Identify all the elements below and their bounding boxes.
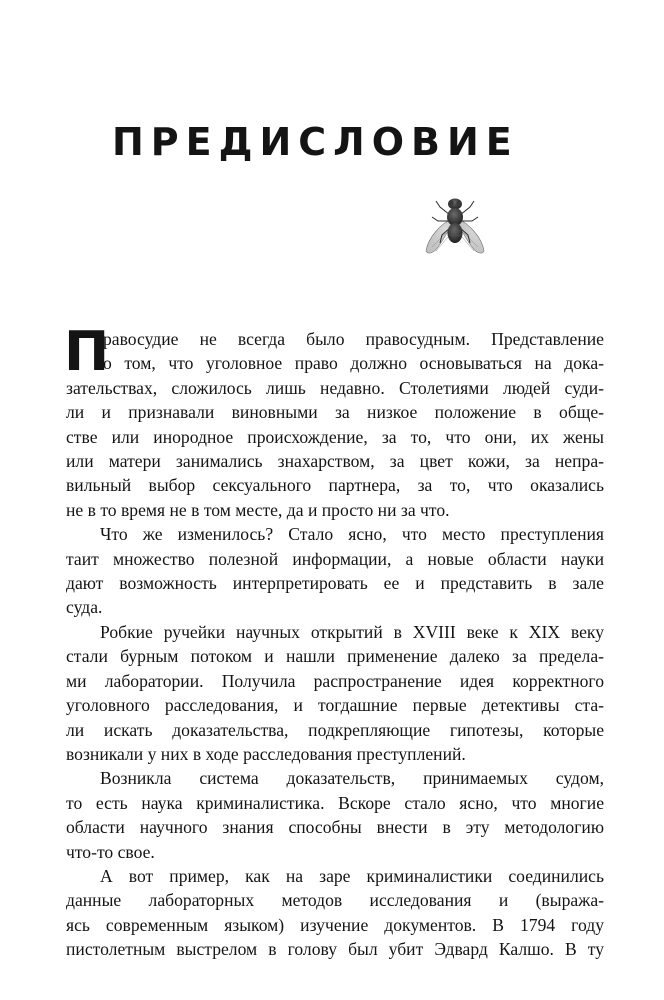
text-line: ли и признавали виновными за низкое положение в обще- (66, 402, 604, 423)
text-line: таит множество полезной информации, а новые области науки (66, 548, 604, 569)
text-line: зательствах, сложилось лишь недавно. Столетиями людей суди- (66, 377, 604, 398)
paragraph-5 (66, 864, 604, 962)
chapter-title: ПРЕДИСЛОВИЕ (112, 120, 519, 164)
drop-cap: П (64, 320, 110, 383)
text-line: возникали у них в ходе расследования преступлений. (66, 743, 466, 764)
text-line: стве или инородное происхождение, за то, что они, их жены (66, 426, 604, 447)
paragraph-1 (64, 320, 604, 522)
text-line: ми лаборатории. Получила распространение идея корректного (66, 670, 604, 691)
text-line: данные лабораторных методов исследования и (выража- (66, 890, 604, 911)
text-line: или матери занимались знахарством, за цвет кожи, за непра- (66, 451, 604, 472)
text-line: о том, что уголовное право должно основываться на дока- (103, 353, 604, 374)
text-line: ясь современным языком) изучение документов. В 1794 году (66, 914, 604, 935)
text-line: равосудие не всегда было правосудным. Представление (103, 329, 604, 349)
text-line: то есть наука криминалистика. Вскоре стало ясно, что многие (66, 792, 604, 813)
fly-icon (416, 193, 494, 261)
text-line: стали бурным потоком и нашли применение далеко за предела- (66, 646, 604, 667)
text-line: ли искать доказательства, подкрепляющие гипотезы, которые (66, 719, 604, 740)
text-line: Что же изменилось? Стало ясно, что место преступления (100, 524, 604, 545)
text-line: области научного знания способны внести в эту методологию (66, 817, 604, 838)
text-line: уголовного расследования, и тогдашние первые детективы ста- (66, 695, 604, 716)
text-line: дают возможность интерпретировать ее и представить в зале (66, 573, 604, 594)
paragraph-4 (66, 766, 604, 864)
text-line: Робкие ручейки научных открытий в XVIII веке к XIX веку (100, 621, 604, 642)
text-line: суда. (66, 597, 103, 618)
text-line: пистолетным выстрелом в голову был убит Эдвард Калшо. В ту (66, 939, 604, 960)
text-line: что-то свое. (66, 841, 155, 862)
paragraph-2 (66, 522, 604, 620)
body-text (64, 320, 604, 962)
text-line: Возникла система доказательств, принимаемых судом, (100, 768, 604, 789)
text-line: не в то время не в том месте, да и просто ни за что. (66, 499, 450, 520)
paragraph-3 (66, 620, 604, 766)
text-line: А вот пример, как на заре криминалистики соединились (100, 865, 604, 886)
text-line: вильный выбор сексуального партнера, за то, что оказались (66, 475, 604, 496)
